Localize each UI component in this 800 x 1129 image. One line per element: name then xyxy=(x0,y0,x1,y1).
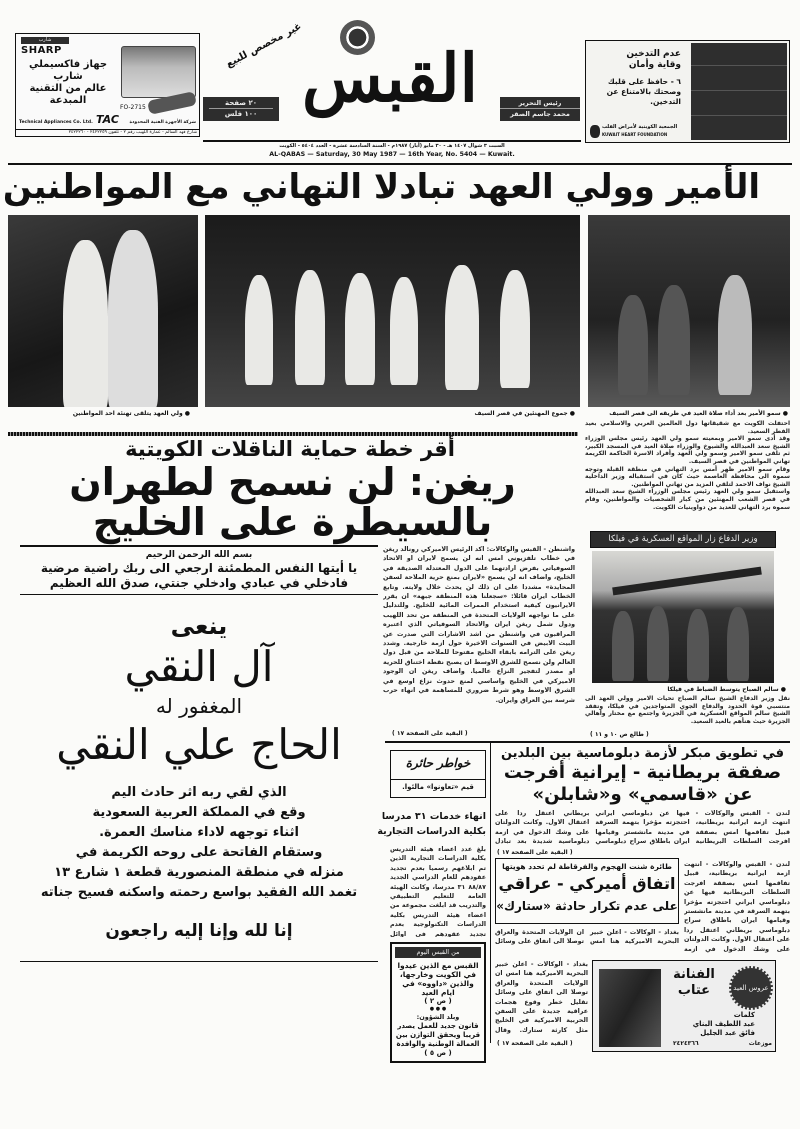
smoking-title-2: وقاية وأمان xyxy=(628,60,681,70)
masthead-logo: القبس xyxy=(302,39,478,117)
defense-caption: ● سالم الصباح يتوسط الضباط في فيلكا xyxy=(667,686,786,693)
obituary-rule xyxy=(20,545,378,547)
uk-iran-body: لندن - القبس والوكالات - انتهت ازمة ايرانية بريطانية، قبيل تفاقمها امس بصفقة افرجت السلطات البريطانية فيها عن دبلوماسي ايراني احتجزته مؤخرا بتهمة السرقة في مدينة مانشستر وقيامها ايران باطلاق سراح دبلوماسي بريطاني اعتقل ردا على اعتقال الاول. وكانت الدولتان على وشك الدخول في ازمة دبلوماسية شديدة بعد تبادل xyxy=(495,810,790,846)
figure xyxy=(658,285,690,395)
figure xyxy=(63,240,108,407)
obituary-verse-2: فادخلي في عبادي وادخلي جنتي، صدق الله العظيم xyxy=(49,575,349,590)
not-for-sale-stamp: غير مخصص للبيع xyxy=(224,20,304,71)
teachers-headline-2: بكلية الدراسات التجارية xyxy=(377,826,486,837)
obituary-notice xyxy=(20,545,378,962)
tac-logo: TAC xyxy=(96,113,119,126)
obituary-rule xyxy=(20,961,378,963)
caption-crown-prince: ● ولي العهد يتلقى تهنئة احد المواطنين xyxy=(72,410,190,417)
today-item-2: قانون جديد للعمل يصدر قريبا ويحقق التوازن بين العمالة الوطنية والوافدة xyxy=(395,1022,481,1048)
paragraph: احتفلت الكويت مع شقيقاتها دول العالمين العربي والاسلامي بعيد الفطر السعيد. xyxy=(585,420,790,435)
iraq-body: بغداد - الوكالات - اعلن خبير البحرية الاميركية هنا امس ان الولايات المتحدة والعراق توصلا الى اتفاق على وسائل xyxy=(495,929,679,946)
reagan-body: واشنطن - القبس والوكالات: اكد الرئيس الاميركي رونالد ريغن في خطاب تلفزيوني امس انه لن يسمح لايران او الاتحاد السوفياتي بفرض ارادتهما على الدول المعتدلة الصديقة في الخليج، واضاف انه لن يسمح «لايران بمنع حرية الملاحة لسفن المحايدة» مشددا على ان ذلك لن يحدث خلال ولايته. وتابع الخطاب ايران قائلا: «سجعلنا هذه المنطقة جبهة» ان يقرر الايرانيون كيفية استخدام الممرات المائية للخليج. وللتدليل على ما تواجهه الولايات المتحدة في المنطقة من تحد اللهيب ودول شمل ريغن ايران والاتحاد السوفياتي الذي اعتبره المراقبون في واشنطن من اشد الاشارات التي صدرت عن البيت الابيض في السنوات الاخيرة حول ازمة خارجية. وشدد ريغن على الترامه بابقاء الخليج مفتوحا للملاحة من قبل دول العالم ولن نسمح للشرق الاوسط ان يصبح نقطة اختناق للحرية او مصدر لتفجير النزاع عالميا. واضاف ريغن ان الوجود الاميركي في الخليج واساسي لمنع حدوث نزاع اوسع في الشرق الاوسط وهو شرط ضروري للمساهمة في انهاء حرب شرسة بين العراق وايران. xyxy=(383,546,575,704)
price: ١٠٠ فلس xyxy=(224,110,258,118)
today-item-1: القبس مع الذين عيدوا في الكويت وخارجها، والذين «داووه» في ايام العيد xyxy=(397,961,479,997)
figure xyxy=(345,273,375,385)
figure xyxy=(718,275,752,395)
distributor: موزعات xyxy=(748,1040,772,1047)
paragraph: وقام سمو الامير ظهر أمس برد التهاني في منطقة القبلة وتوجه سموه الى محافظة العاصمة حيث كان في استقباله وزير الداخلية الشيخ نواف الاحمد لتلقي المزيد من تهاني المواطنين. xyxy=(585,465,790,488)
defense-headline: وزير الدفاع زار المواقع العسكرية في فيلكا xyxy=(590,531,776,548)
today-box xyxy=(390,942,486,1063)
figure xyxy=(245,275,273,385)
obituary-line: وقع في المملكة العربية السعودية xyxy=(92,805,306,821)
caption-emir: ● سمو الأمير بعد أداء صلاة العيد في طريقه الى قصر السيف xyxy=(609,410,788,417)
iraq-continued: ( البقية على الصفحة ١٧ ) xyxy=(497,1040,573,1047)
iraq-body-cont: بغداد - الوكالات - اعلن خبير البحرية الاميركية هنا امس ان الولايات المتحدة والعراق توصلا الى اتفاق على وسائل تقليل خطر وقوع هجمات عراقية جديدة على السفن الحربية الاميركية في الخليج مثل كارثة ستارك. وقال xyxy=(495,961,588,1034)
today-ref-2: ( ص ٥ ) xyxy=(424,1049,452,1057)
photo-crown-prince xyxy=(8,215,198,407)
sharp-fax-ad[interactable] xyxy=(15,33,200,137)
page-count: ٢٠ صفحة xyxy=(209,98,273,109)
date-line-arabic: السبت ٣ شوال ١٤٠٧ هـ - ٣٠ مايو (أيار) ١٩٨٧م - السنة السادسة عشرة - العدد ٥٤٠٤ - الكويت xyxy=(279,143,505,149)
iraq-headline-1: اتفاق أميركي - عراقي xyxy=(498,874,676,893)
sharp-line-2: شارب xyxy=(53,71,83,82)
reagan-headline-2: بالسيطرة على الخليج xyxy=(92,500,493,544)
reagan-kicker: أقر خطة حماية الناقلات الكويتية xyxy=(125,437,455,461)
lyrics-label: كلمات xyxy=(733,1011,755,1019)
obituary-text xyxy=(20,783,378,903)
photo-well-wishers xyxy=(205,215,580,407)
today-label: من القبس اليوم xyxy=(395,947,481,958)
obituary-line: الذي لقي ربه اثر حادث اليم xyxy=(111,785,287,801)
heart-foundation-en: KUWAIT HEART FOUNDATION xyxy=(602,132,668,137)
top-rule xyxy=(8,163,792,165)
figure xyxy=(647,606,669,681)
main-story-body xyxy=(585,420,790,528)
editor-name: محمد جاسم الصقر xyxy=(510,110,570,118)
price-box xyxy=(203,97,279,121)
singer-album-ad[interactable] xyxy=(592,960,776,1052)
obituary-closing: إنا لله وإنا إليه راجعون xyxy=(105,921,293,942)
obituary-basmala: بسم الله الرحمن الرحيم xyxy=(145,549,253,560)
today-item-2-label: وبلد الشؤون: xyxy=(416,1013,460,1021)
section-rule xyxy=(8,432,578,436)
paragraph: واستقبل سمو ولي العهد رئيس مجلس الوزراء الشيخ سعد العبدالله في قصر الشعب المهنئين من كبار الشخصيات والمواطنين، وقام سموه برد التهاني للعديد من دواوينيات الكويت. xyxy=(585,488,790,511)
singer-title: الفنانة عتاب xyxy=(673,967,715,998)
iraq-headline-2: على عدم تكرار حادثة «ستارك» xyxy=(496,899,678,913)
obituary-line: تغمد الله الفقيد بواسع رحمته واسكنه فسيح جناته xyxy=(40,885,358,901)
editor-box xyxy=(500,97,580,121)
feature-rule xyxy=(391,779,485,780)
reagan-continued: ( البقية على الصفحة ١٧ ) xyxy=(392,730,468,737)
feature-column-box xyxy=(390,750,486,798)
smoking-ad-photo xyxy=(691,43,787,140)
figure xyxy=(390,277,418,385)
distributor-phone: ٢٤٢٤٣٦٦ xyxy=(673,1040,699,1047)
obituary-line: منزله في منطقة المنصورية قطعة ١ شارع ١٣ xyxy=(54,865,344,881)
sharp-line-3: عالم من التقنية xyxy=(29,83,107,94)
caption-well-wishers: ● جموع المهنئين في قصر السيف xyxy=(474,410,575,417)
obituary-late: المغفور له xyxy=(155,693,243,718)
heart-foundation-logo-icon xyxy=(590,125,600,138)
photo-defense-minister xyxy=(592,551,774,683)
masthead-rule xyxy=(203,140,581,142)
album-cover-image xyxy=(599,969,661,1047)
defense-body: نقل وزير الدفاع الشيخ سالم الصباح تحيات الامير وولي العهد الى منتسبي قوة الحدود والدفاع الجوي المتواجدين في فيلكا، وتفقد الشيخ سالم المواقع العسكرية في الجزيرة واجتمع مع مختار وأهالي الجزيرة حيث هنأهم بالعيد السعيد. xyxy=(585,695,790,725)
uk-iran-kicker: في تطويق مبكر لأزمة دبلوماسية بين البلدين xyxy=(500,746,785,761)
sharp-line-1: جهاز فاكسيملي xyxy=(28,59,108,70)
figure xyxy=(612,611,634,681)
tac-address: شارع فهد السالم - عمارة اللهيب رقم ٢ - تلفون ٢٤٢٢٢٥٩ - ٢٤٢٢٢٦٠ xyxy=(16,129,199,136)
reagan-headline-1: ريغن: لن نسمح لطهران xyxy=(69,460,516,504)
editor-label: رئيس التحرير xyxy=(500,98,580,109)
obituary-announces: ينعى xyxy=(170,612,228,641)
figure xyxy=(295,270,325,385)
obituary-family: آل النقي xyxy=(124,642,274,692)
no-smoking-ad[interactable] xyxy=(585,40,790,143)
today-ref-1: ( ص ٢ ) xyxy=(424,997,452,1005)
figure xyxy=(727,607,749,681)
uk-iran-body-cont: لندن - القبس والوكالات - انتهت ازمة ايرانية بريطانية، قبيل تفاقمها امس بصفقة افرجت السلطات البريطانية فيها عن دبلوماسي ايراني احتجزته مؤخرا بتهمة السرقة في مدينة مانشستر وقيامها ايران باطلاق سراح دبلوماسي بريطاني اعتقل ردا على اعتقال الاول. وكانت الدولتان على وشك الدخول في ازمة xyxy=(684,861,790,953)
obituary-line: وستقام الفاتحة على روحه الكريمة في xyxy=(75,845,323,861)
lyricist-2: فائق عبد الجليل xyxy=(700,1029,755,1037)
paragraph: وقد أدى سمو الامير وبمعيته سمو ولي العهد رئيس مجلس الوزراء الشيخ سعد العبدالله والشيوخ والوزراء صلاة العيد في المسجد الكبير، ثم تلقى سمو الامير وسمو ولي العهد وأفراد الاسرة الحاكمة الكريمة تهاني المواطنين في قصر السيف. xyxy=(585,435,790,465)
obituary-rule xyxy=(20,594,378,596)
uk-iran-headline-2: عن «قاسمي» و«شابلن» xyxy=(532,784,753,805)
iraq-kicker: طائرة شنت الهجوم والفرقاطة لم تحدد هويتها xyxy=(502,862,672,871)
smoking-title-1: عدم التدخين xyxy=(626,49,681,59)
figure xyxy=(687,609,709,681)
obituary-verse-1: يا أيتها النفس المطمئنة ارجعي الى ربك راضية مرضية xyxy=(40,560,358,575)
figure xyxy=(618,295,648,395)
figure xyxy=(108,230,158,407)
figure xyxy=(500,270,530,388)
lower-rule xyxy=(385,741,790,743)
uk-iran-continued: ( البقية على الصفحة ١٧ ) xyxy=(497,849,573,856)
lyrics-credit xyxy=(655,1011,755,1038)
tac-company-ar: شركة الأجهزة الفنية المحدودة xyxy=(129,120,196,125)
smoking-ad-text: ٦ - حافظ على قلبك وصحتك بالامتناع عن التدخين. xyxy=(606,77,681,106)
fax-machine-image xyxy=(121,46,196,98)
sharp-ad-text xyxy=(19,59,117,107)
uk-iran-headline-1: صفقة بريطانية - إيرانية أفرجت xyxy=(503,762,782,783)
teachers-headline-1: انهاء خدمات ٣١ مدرسا xyxy=(381,811,486,822)
album-seal: عروس العيد xyxy=(729,966,773,1010)
fax-model: FO-2715 xyxy=(120,104,146,111)
aircraft-shape xyxy=(612,567,762,596)
photo-emir xyxy=(588,215,790,407)
today-separator: ● ● ● xyxy=(429,1006,447,1012)
lyricist-1: عبد اللطيف البناي xyxy=(692,1020,755,1028)
figure xyxy=(445,265,479,390)
main-headline: الأمير وولي العهد تبادلا التهاني مع المواطنين xyxy=(2,167,760,207)
feature-caption: قيم «تعاونوا» مالئوا. xyxy=(402,783,474,791)
obituary-name: الحاج علي النقي xyxy=(56,719,342,769)
sharp-logo: SHARP xyxy=(21,45,62,56)
smoking-ad-title xyxy=(591,49,681,71)
heart-foundation-ar: الجمعية الكويتية لأمراض القلب xyxy=(602,124,678,130)
sharp-line-4: المبدعة xyxy=(49,95,87,106)
teachers-body: بلغ عدد اعضاء هيئة التدريس بكلية الدراسات التجارية الذين تم ابلاغهم رسميا بعدم تجديد عقودهم للعام الدراسي الجديد ٨٨/٨٧ ٣١ مدرسا، وكانت الهيئة العامة للتعليم التطبيقي والتدريب قد ابلغت مجموعة من اعضاء هيئة التدريس بكلية الدراسات التكنولوجية بعدم تجديد عقودهم في اوائل xyxy=(390,846,486,937)
tac-company-en: Technical Appliances Co. Ltd. xyxy=(19,120,93,125)
column-rule xyxy=(490,743,491,1043)
date-line-english: AL-QABAS — Saturday, 30 May 1987 — 16th Year, No. 5404 — Kuwait. xyxy=(269,151,515,158)
feature-title: خواطر حائرة xyxy=(405,756,471,770)
sharp-brand-ar: شارب xyxy=(21,37,69,44)
defense-more: ( طالع ص ١٠ و ١١ ) xyxy=(590,731,649,738)
obituary-line: اثناء توجهه لاداء مناسك العمرة. xyxy=(99,825,299,841)
